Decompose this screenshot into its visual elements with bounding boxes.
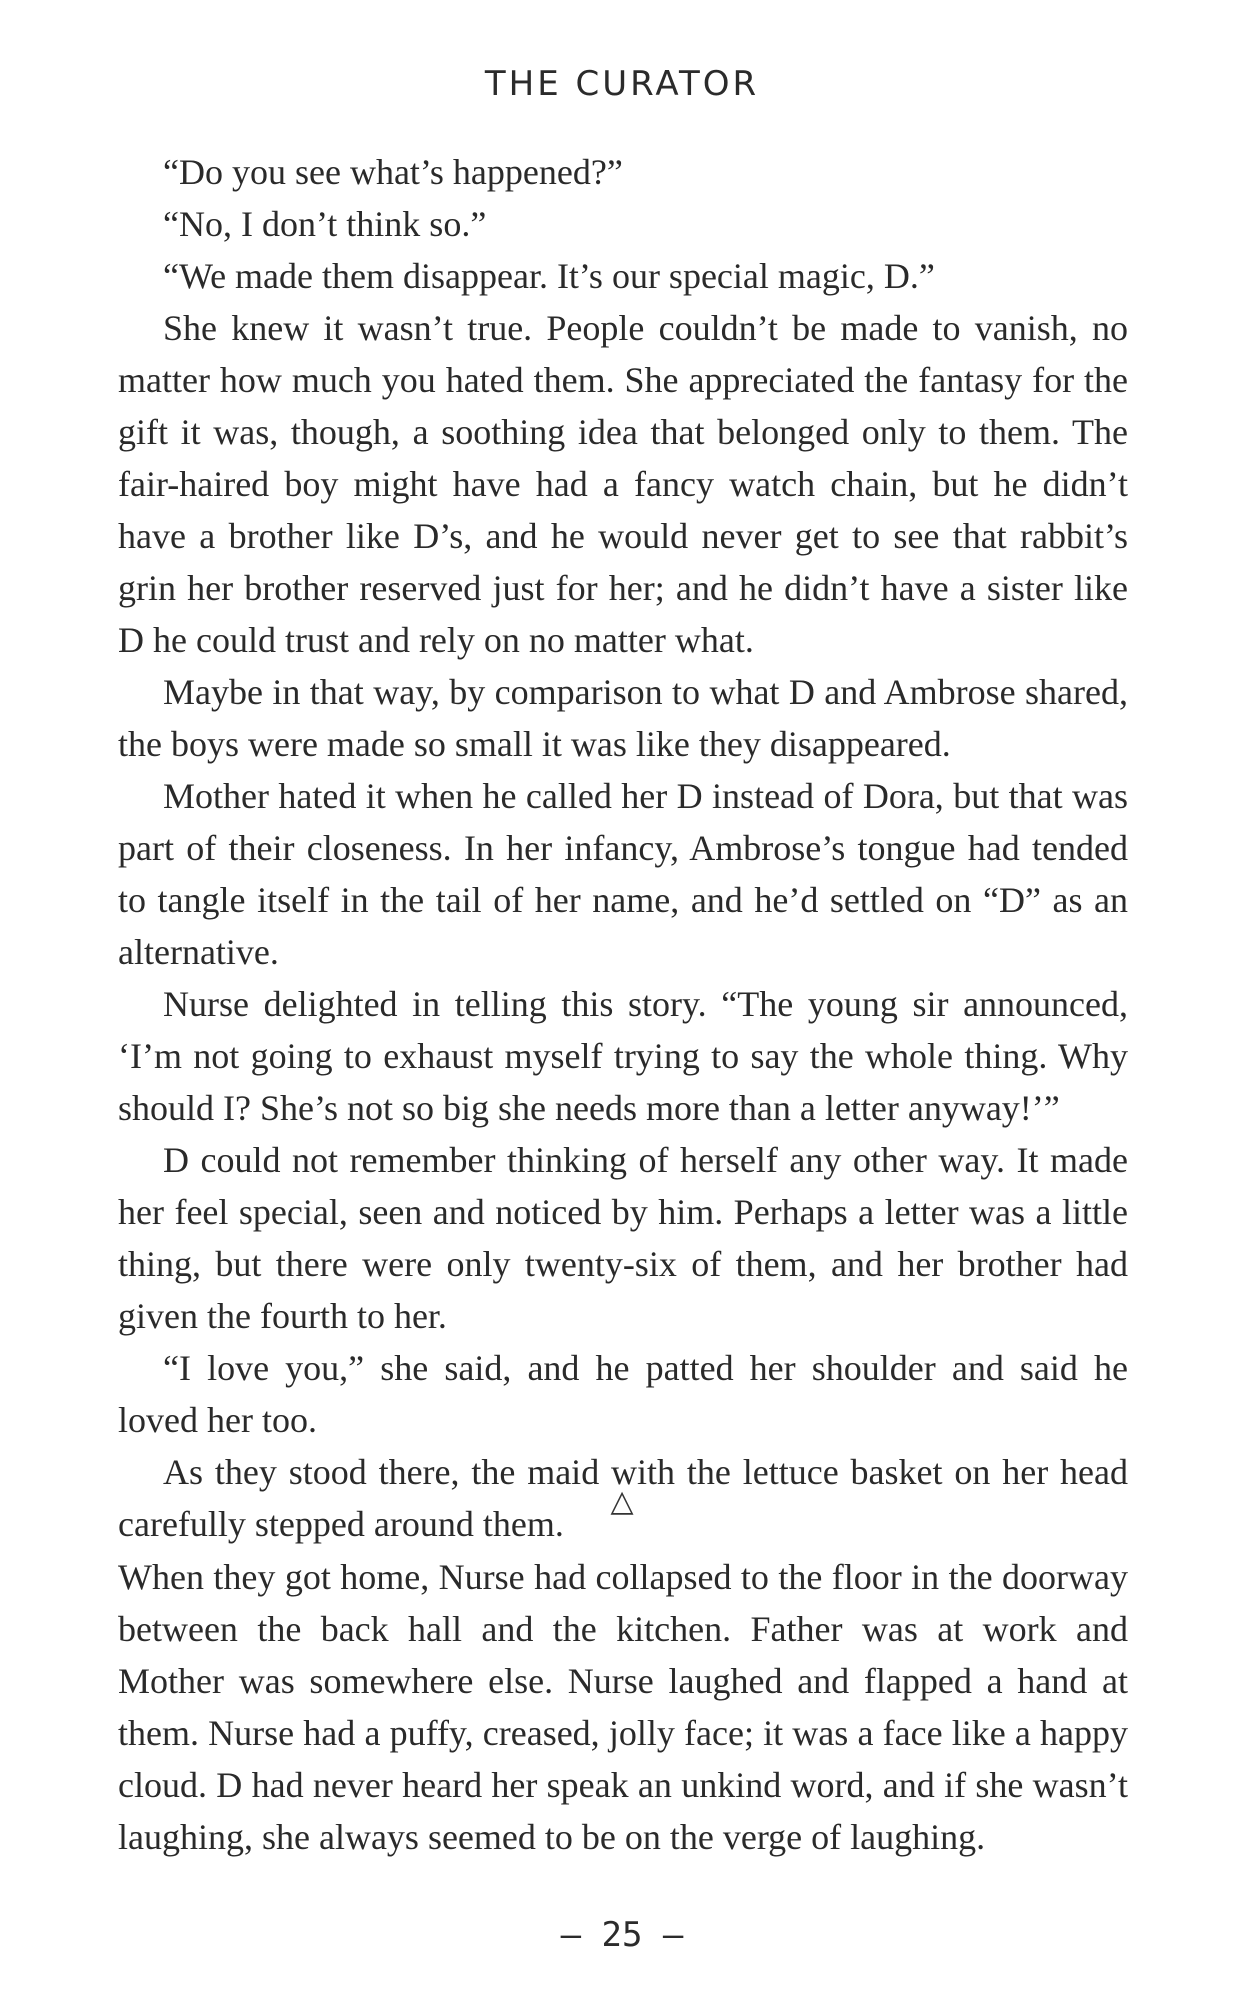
running-head: THE CURATOR	[484, 64, 760, 104]
paragraph: “We made them disappear. It’s our special magic, D.”	[163, 256, 935, 296]
paragraph: “I love you,” she said, and he patted her shoulder and said he loved her too.	[118, 1348, 1128, 1440]
body-text-section-1	[118, 146, 1128, 1550]
scene-break-triangle-icon: △	[610, 1484, 634, 1519]
paragraph: Maybe in that way, by comparison to what D and Ambrose shared, the boys were made so small it was like they disappeared.	[118, 672, 1128, 764]
paragraph: When they got home, Nurse had collapsed to the floor in the doorway between the back hall and the kitchen. Father was at work and Mother was somewhere else. Nurse laughed and flapped a hand at them. Nurse had a puffy, creased, jolly face; it was a face like a happy cloud. D had never heard her speak an unkind word, and if she wasn’t laughing, she always seemed to be on the verge of laughing.	[118, 1557, 1128, 1857]
paragraph: “No, I don’t think so.”	[163, 204, 487, 244]
paragraph: Nurse delighted in telling this story. “The young sir announced, ‘I’m not going to exhaust myself trying to say the whole thing. Why should I? She’s not so big she needs more than a letter anyway!’”	[118, 984, 1128, 1128]
body-text-section-2	[118, 1551, 1128, 1863]
paragraph: She knew it wasn’t true. People couldn’t be made to vanish, no matter how much you hated them. She appreciated the fantasy for the gift it was, though, a soothing idea that belonged only to them. The fair-haired boy might have had a fancy watch chain, but he didn’t have a brother like D’s, and he would never get to see that rabbit’s grin her brother reserved just for her; and he didn’t have a sister like D he could trust and rely on no matter what.	[118, 308, 1128, 660]
paragraph: Mother hated it when he called her D instead of Dora, but that was part of their closeness. In her infancy, Ambrose’s tongue had tended to tangle itself in the tail of her name, and he’d settled on “D” as an alternative.	[118, 776, 1128, 972]
paragraph: As they stood there, the maid with the lettuce basket on her head carefully stepped around them.	[118, 1452, 1128, 1544]
paragraph: D could not remember thinking of herself any other way. It made her feel special, seen and noticed by him. Perhaps a letter was a little thing, but there were only twenty-six of them, and her brother had given the fourth to her.	[118, 1140, 1128, 1336]
paragraph: “Do you see what’s happened?”	[163, 152, 623, 192]
page-number: — 25 —	[560, 1915, 684, 1955]
